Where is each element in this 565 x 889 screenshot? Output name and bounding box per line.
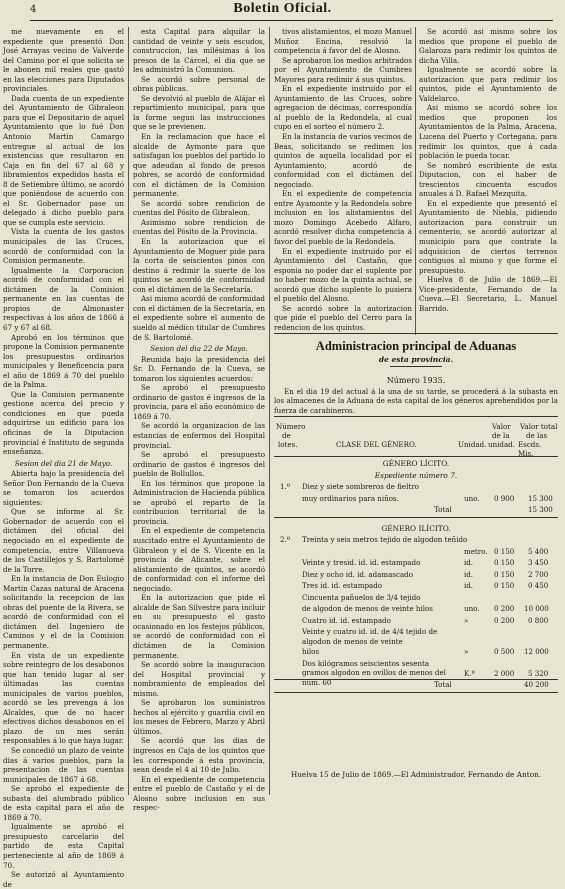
- header-escds: Escds. Mis.: [518, 440, 542, 458]
- page-title: Boletin Oficial.: [233, 1, 332, 16]
- table-row: Cuatro id. id. estampado » 0 200 0 800: [302, 615, 549, 625]
- paragraph: Se devolvió al pueblo de Alájar el repartimiento municipal, para que la forme segun las instrucciones que se le previenen.: [133, 93, 265, 132]
- paragraph: me nuevamente en el expediente que presentó Don José Arrayas vecino de Valverde del Camino por el que solicita se le abonen mil reales que gastó en las elecciones para Diputados provinciales.: [3, 27, 124, 94]
- paragraph: esta Capital para alquilar la cantidad de veinte y seis escudos, construccion, las milésimas á los presos de la Cárcel, el dia que se les administró la Comunion.: [133, 27, 265, 75]
- paragraph: Igualmente se aprobó el presupuesto carcelario del partido de esta Capital perteneciente al año de 1869 á 70.: [3, 822, 124, 870]
- notice-body: En el dia 19 del actual á la una de su tarde, se procederá á la subasta en los almacenes de la Aduana de esta capital de los géneros aprehendidos por la fuerza de carabineros.: [274, 387, 558, 415]
- header-clase: CLASE DEL GÉNERO.: [336, 440, 417, 449]
- header-dela: de la: [492, 431, 510, 440]
- paragraph: En el expediente que presentó el Ayuntamiento de Niebla, pidiendo autorizacion para construir un cementerio, se acordó autorizar al municipio para que contrate la adquisicion de ciertos terrenos contiguos al mismo y que forme el presupuesto.: [419, 198, 557, 275]
- table-row: 2.º Treinta y seis metros tejido de algodon teñido: [280, 535, 468, 544]
- column-divider: [415, 27, 416, 335]
- paragraph: Se acordó sobre la inauguracion del Hospital provincial y nombramiento de empleados del mismo.: [133, 660, 265, 698]
- paragraph: Igualmente la Corporacion acordó de conformidad con el dictámen de la Comision permanente en las cuentas de propios de Almonaster respectivas á los años de 1866 á 67 y 67 al 68.: [3, 265, 124, 332]
- aduanas-subtitle: de esta provincia.: [378, 355, 454, 364]
- paragraph: En la autorizacion que el Ayuntamiento de Moguer pide para la corta de seiscientos pinos con destino á redimir la suerte de los quintos se acordó de conformidad con el dictámen de la Secretaría.: [133, 237, 265, 294]
- paragraph: Asi mismo acordó de conformidad con el dictámen de la Secretaría, en el expediente sobre el aumento de sueldo al médico titular de Cumbres de S. Bartolomé.: [133, 294, 265, 342]
- paragraph: Aprobó en los términos que propone la Comision permanente los presupuestos ordinarios municipales y Beneficencia para el año de 1869 á 70 del pueblo de la Palma.: [3, 332, 124, 390]
- column-2: [133, 27, 265, 813]
- paragraph: Que se informe al Sr. Gobernador de acuerdo con el dictámen del oficial del negociado en el expediente de competencia, entre Villanueva de los Castillejos y S. Bartolomé de la Torre.: [3, 507, 124, 574]
- table-row: Diez y ocho id. id. adamascado id. 0 150 2 700: [302, 569, 549, 579]
- paragraph: Se aprobaron los suministros hechos al ejército y guardia civil en los meses de Febrero, Marzo y Abril últimos.: [133, 698, 265, 736]
- signature-line: Huelva 15 de Julio de 1869.—El Administrador, Fernando de Anton.: [290, 770, 542, 779]
- total-row: Total 40 200: [274, 679, 558, 693]
- paragraph: Asi mismo se acordó sobre los medios que proponen los Ayuntamientos de la Palma, Aracena, Lucena del Puerto y Cortegana, para redimir los quintos, que á cada población le pueda tocar.: [419, 103, 557, 161]
- paragraph: En los términos que propone la Administracion de Hacienda pública se aprobó el reparto de la contribucion territorial de la provincia.: [133, 478, 265, 526]
- table-header-rule: [274, 456, 558, 457]
- paragraph: En la autorizacion que pide el alcalde de San Silvestre para incluir en su presupuesto el gasto ocasionado en los festejos públicos, se acordó de conformidad con el dictámen de la Comision permanente.: [133, 593, 265, 660]
- category-heading: GÉNERO LÍCITO.: [382, 459, 450, 468]
- paragraph: Se aprobó el presupuesto ordinario de gastos é ingresos de la provincia, para el año económico de 1869 á 70.: [133, 383, 265, 421]
- table-row: muy ordinarios para niños. uno. 0 900 15 300: [302, 493, 553, 503]
- header-lotes: lotes.: [278, 440, 298, 449]
- paragraph: Se autorizó al Ayuntamiento de: [3, 870, 124, 889]
- header-de: de: [282, 431, 291, 440]
- header-numero: Número: [276, 422, 306, 431]
- table-row: Veinte y tresid. id. id. estampado id. 0 150 3 450: [302, 558, 549, 567]
- expediente-heading: Espediente número 7.: [374, 470, 458, 480]
- section-heading: Sesion del dia 22 de Mayo.: [150, 344, 248, 354]
- header-unidad: Unidad.: [458, 440, 487, 449]
- paragraph: Dada cuenta de un expediente del Ayuntamiento de Gibraleon para que el Depositario de aquel Ayuntamiento que lo fué Don Antonio Martin Camargo entregue al actual de los existencias que resultaron en Caja en fin del 67 al 68 y libramientos expedidos hasta el 8 de Setiembre último, se acordó que poniéndose de acuerdo con el Sr. Gobernador pase un delegado á dicho pueblo para que se cumpla este servicio.: [3, 93, 124, 227]
- table-row: Veinte y cuatro id. id. de 4/4 tejido de algodon de menos de veinte: [302, 627, 438, 646]
- goods-table: [274, 459, 558, 693]
- header-valor-total: Valor total: [520, 422, 558, 431]
- header-valor: Valor: [492, 422, 511, 431]
- paragraph: En el expediente instruido por el Ayuntamiento de las Cruces, sobre agregacion de décimas, correspondía al pueblo de la Redondela, al cual cupo en el sorteo el número 2.: [274, 84, 412, 132]
- section-rule: [274, 333, 558, 334]
- paragraph: Se aprobaron los medios arbitrados por el Ayuntamiento de Cumbres Mayores para redimir á sus quintos.: [274, 55, 412, 84]
- table-row: 1.º Diez y siete sombreros de fieltro: [280, 482, 419, 491]
- paragraph: Se concedió un plazo de veinte dias á varios pueblos, para la presentacion de las cuentas municipales de 1867 á 68.: [3, 746, 124, 784]
- header-rule: [30, 20, 553, 21]
- table-row: Cincuenta pañuelos de 3/4 tejido: [302, 592, 421, 602]
- paragraph: Se acordó asi mismo sobre los medios que propone el pueblo de Galaroza para redimir los quintos de dicha Villa.: [419, 27, 557, 65]
- paragraph: Se acordó sobre rendicion de cuentas del Pósito de Gibraleon.: [133, 198, 265, 218]
- paragraph: En el expediente de competencia entre el pueblo de Castaño y el de Alosno sobre inclusion en sus respec-: [133, 774, 265, 813]
- paragraph: Se acordó sobre la autorizacion que pide el pueblo del Cerro para la redencion de los quintos.: [274, 303, 412, 332]
- paragraph: En el expediente instruido por el Ayuntamiento del Castaño, que esponia no poder dar el suplente por no haber mozo de la quinta actual, se acordó que dicho suplente lo pusiera el pueblo del Alosno.: [274, 246, 412, 304]
- paragraph: En la instancia de varios vecinos de Beas, solicitando se redimen los quintos de aquella localidad por el Ayuntamiento, acordó de conformidad con el dictámen del negociado.: [274, 132, 412, 189]
- table-top-rule: [274, 416, 558, 417]
- table-row: de algodon de menos de veinte hilos uno. 0 200 10 000: [302, 604, 549, 613]
- paragraph: Vista la cuenta de los gastos municipales de las Cruces, acordó de conformidad con la Comision permanente.: [3, 227, 124, 266]
- column-divider: [128, 27, 129, 795]
- paragraph: Se aprobó el presupuesto ordinario de gastos é ingresos del pueblo de Bollullos.: [133, 450, 265, 479]
- column-1: [3, 27, 124, 889]
- header-delas: de las: [526, 431, 548, 440]
- short-rule: [390, 366, 442, 367]
- table-header: [274, 418, 558, 458]
- paragraph: Se acordó sobre personal de obras públicas.: [133, 74, 265, 94]
- paragraph: tivos alistamientos, el mozo Manuel Muñoz Encina, resolvió la competencia á favor del de Alosno.: [274, 27, 412, 56]
- paragraph: Reunida bajo la presidencia del Sr. D. Fernando de la Cueva, se tomaron los siguientes acuerdos:: [133, 354, 265, 383]
- column-divider: [269, 27, 270, 795]
- paragraph: Se acordó que los dias de ingresos en Caja de los quintos que les corresponde á esta provincia, sean desde el 4 al 10 de Julio.: [133, 736, 265, 775]
- column-4: [419, 27, 557, 335]
- paragraph: En el expediente de competencia entre Ayamonte y la Redondela sobre inclusion en los alistamientos del mozo Domingo Acebedo Alfaro, acordó resolver dicha competencia á favor del pueblo de la Redondela.: [274, 189, 412, 247]
- paragraph: Que la Comision permanente gestione acerca del precio y condiciones en que pueda adquirirse un edificio para los oficinas de la Diputacion provincial é Instituto de segunda enseñanza.: [3, 389, 124, 457]
- table-row: metro. 0 150 5 400: [464, 546, 549, 556]
- paragraph: Asimismo sobre rendicion de cuentas del Pósito de la Provincia.: [133, 217, 265, 237]
- paragraph: Igualmente se acordó sobre la autorizacion que para redimir los quintos, pide el Ayuntamiento de Valdelarco.: [419, 65, 557, 103]
- total-row: Total 15 300: [274, 505, 558, 518]
- paragraph: Se nombró escribiente de esta Diputacion, con el haber de trescientos cincuenta escudos anuales á D. Rafael Mezquita.: [419, 160, 557, 199]
- table-row: Dos kilógramos seiscientos sesenta gramos algodon en ovillos de menos del núm. 60 K.º 2 000 5 320: [302, 658, 549, 687]
- header-unidad-valor: unidad.: [488, 440, 515, 449]
- paragraph: En la instancia de Don Eulogio Martin Cazas natural de Aracena solicitando la recepcion de las obras del puente de la Rivera, se acordó de conformidad con el dictámen del Ingeniero de Caminos y el de la Comision permanente.: [3, 574, 124, 650]
- paragraph: En la reclamacion que hace el alcalde de Aymonte para que satisfagan los pueblos del partido lo que adeudan al fondo de presos pobres, se acordó de conformidad con el dictámen de la Comision permanente.: [133, 132, 265, 199]
- paragraph: Se aprobó el expediente de subasta del alumbrado público de esta capital para el año de 1869 á 70.: [3, 784, 124, 822]
- paragraph: Huelva 8 de Julio de 1869.—El Vice-presidente, Fernando de la Cueva.—El Secretario, L. Manuel Barrido.: [419, 275, 557, 313]
- page-number: 4: [30, 4, 37, 15]
- column-3: [274, 27, 412, 335]
- table-row: hilos » 0 500 12 000: [302, 647, 549, 656]
- notice-number: Número 1935.: [386, 376, 446, 385]
- table-row: Tres id. id. estampado id. 0 150 0 450: [302, 581, 549, 590]
- paragraph: En vista de un expediente sobre reintegro de los desabonos que han tenido lugar al ser últimadas las cuentas municipales de varios pueblos, acordó se les prevenga á los Alcaldes, que de no hacer efectivos dichos desabonos en el plazo de un mes serán responsables á lo que haya lugar.: [3, 650, 124, 746]
- category-heading: GÉNERO ILÍCITO.: [381, 523, 451, 533]
- section-heading: Sesion del dia 21 de Mayo.: [14, 458, 113, 468]
- paragraph: Abierta bajo la presidencia del Señor Don Fernando de la Cueva se tomaron los acuerdos siguientes:: [3, 469, 124, 507]
- paragraph: Se acordó la organizacion de las estancias de enfermos del Hospital provincial.: [133, 421, 265, 450]
- aduanas-title: Administracion principal de Aduanas: [315, 339, 517, 353]
- paragraph: En el expediente de competencia suscitado entre el Ayuntamiento de Gibraleon y el de S. Vicente en la provincia de Alicante, sobre el alistamiento de quintos, se acordó de conformidad con el informe del negociado.: [133, 526, 265, 593]
